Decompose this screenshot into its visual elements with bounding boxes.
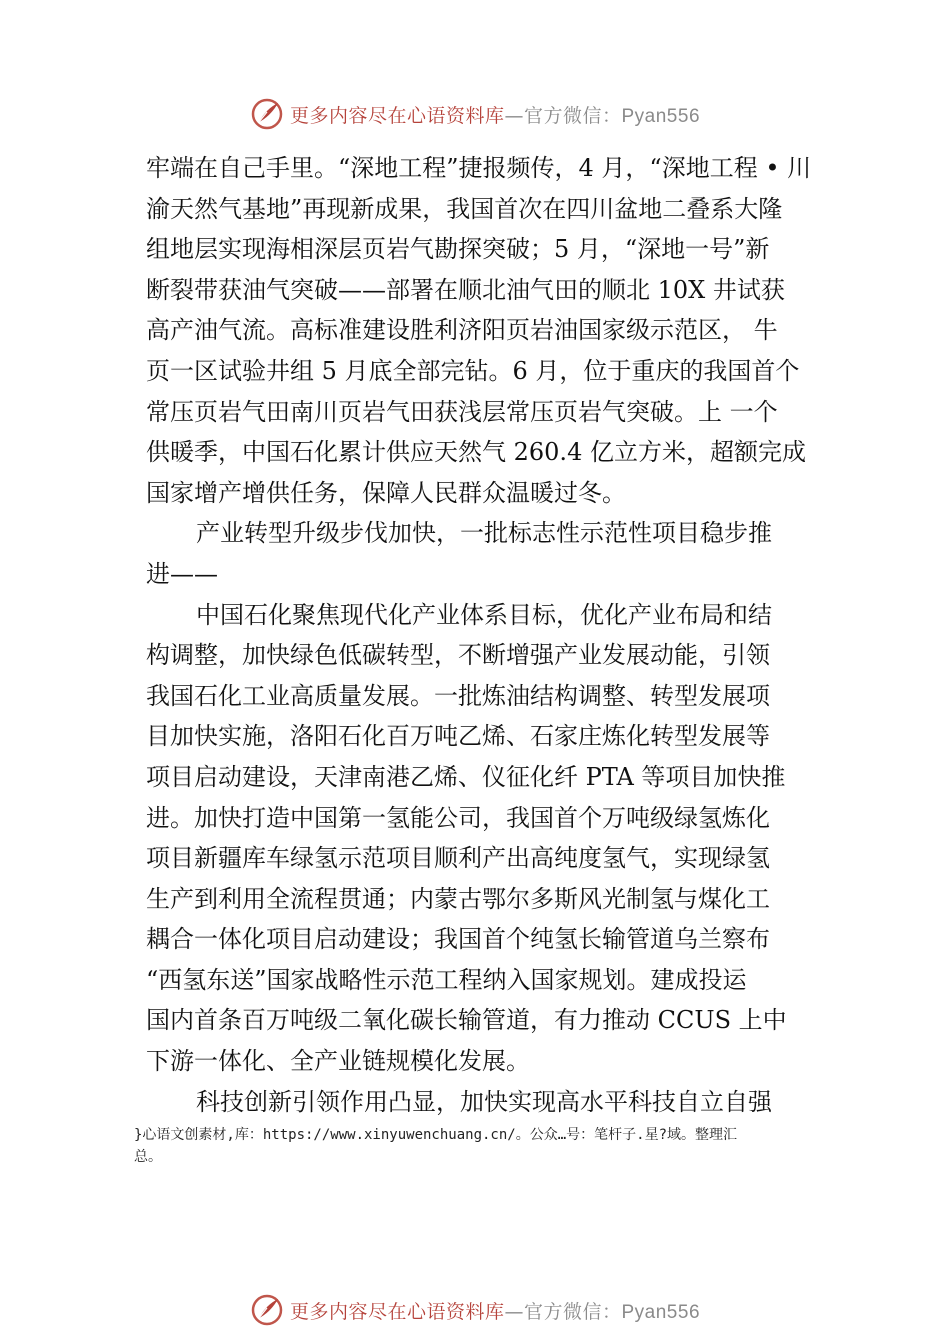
body-line: 进。加快打造中国第一氢能公司，我国首个万吨级绿氢炼化 <box>146 803 770 832</box>
watermark-wechat-label: 官方微信： <box>523 104 622 127</box>
body-line: 项目启动建设，天津南港乙烯、仪征化纤 PTA 等项目加快推 <box>146 762 786 791</box>
body-line: 高产油气流。高标准建设胜利济阳页岩油国家级示范区， 牛 <box>146 316 778 345</box>
watermark-separator: — <box>504 1300 524 1323</box>
watermark-brand: 更多内容尽在心语资料库 <box>289 1300 505 1323</box>
body-line: 断裂带获油气突破——部署在顺北油气田的顺北 10X 井试获 <box>146 275 785 304</box>
body-line: 国家增产增供任务，保障人民群众温暖过冬。 <box>146 478 626 507</box>
body-line: 耦合一体化项目启动建设；我国首个纯氢长输管道乌兰察布 <box>146 925 770 954</box>
body-line: 目加快实施，洛阳石化百万吨乙烯、石家庄炼化转型发展等 <box>146 722 770 751</box>
watermark-wechat-label: 官方微信： <box>523 1300 622 1323</box>
body-line: 供暖季，中国石化累计供应天然气 260.4 亿立方米，超额完成 <box>146 438 806 467</box>
watermark-wechat-id: Pyan556 <box>621 105 701 127</box>
source-note-line: 总。 <box>134 1149 162 1165</box>
body-line: 组地层实现海相深层页岩气勘探突破；5 月，“深地一号”新 <box>146 235 770 264</box>
source-note <box>134 1124 834 1168</box>
body-line: 产业转型升级步伐加快，一批标志性示范性项目稳步推 <box>196 519 772 548</box>
watermark-header <box>0 94 950 134</box>
body-line: 页一区试验井组 5 月底全部完钻。6 月，位于重庆的我国首个 <box>146 356 800 385</box>
body-line: 常压页岩气田南川页岩气田获浅层常压页岩气突破。上 一个 <box>146 397 778 426</box>
body-line: 牢端在自己手里。“深地工程”捷报频传，4 月，“深地工程 • 川 <box>146 154 812 182</box>
watermark-footer <box>0 1290 950 1330</box>
document-body <box>146 148 836 1122</box>
body-line: 构调整，加快绿色低碳转型，不断增强产业发展动能，引领 <box>146 641 770 670</box>
body-line: 国内首条百万吨级二氧化碳长输管道，有力推动 CCUS 上中 <box>146 1006 787 1035</box>
source-note-line: }心语文创素材,库：https://www.xinyuwenchuang.cn/。公众…号：笔杆子.星?域。整理汇 <box>134 1127 738 1143</box>
watermark-wechat-id: Pyan556 <box>621 1301 701 1323</box>
body-line: 科技创新引领作用凸显，加快实现高水平科技自立自强 <box>196 1087 772 1116</box>
body-line: 项目新疆库车绿氢示范项目顺利产出高纯度氢气，实现绿氢 <box>146 844 770 873</box>
body-line: 生产到利用全流程贯通；内蒙古鄂尔多斯风光制氢与煤化工 <box>146 884 770 913</box>
body-line: 我国石化工业高质量发展。一批炼油结构调整、转型发展项 <box>146 681 770 710</box>
body-line: “西氢东送”国家战略性示范工程纳入国家规划。建成投运 <box>146 965 747 994</box>
body-line: 中国石化聚焦现代化产业体系目标，优化产业布局和结 <box>196 600 772 629</box>
body-line: 渝天然气基地”再现新成果，我国首次在四川盆地二叠系大隆 <box>146 194 783 223</box>
watermark-brand: 更多内容尽在心语资料库 <box>289 104 505 127</box>
quill-logo-icon <box>250 1293 284 1327</box>
body-line: 下游一体化、全产业链规模化发展。 <box>146 1047 530 1076</box>
body-line: 进—— <box>146 559 218 588</box>
watermark-separator: — <box>504 104 524 127</box>
quill-logo-icon <box>250 97 284 131</box>
